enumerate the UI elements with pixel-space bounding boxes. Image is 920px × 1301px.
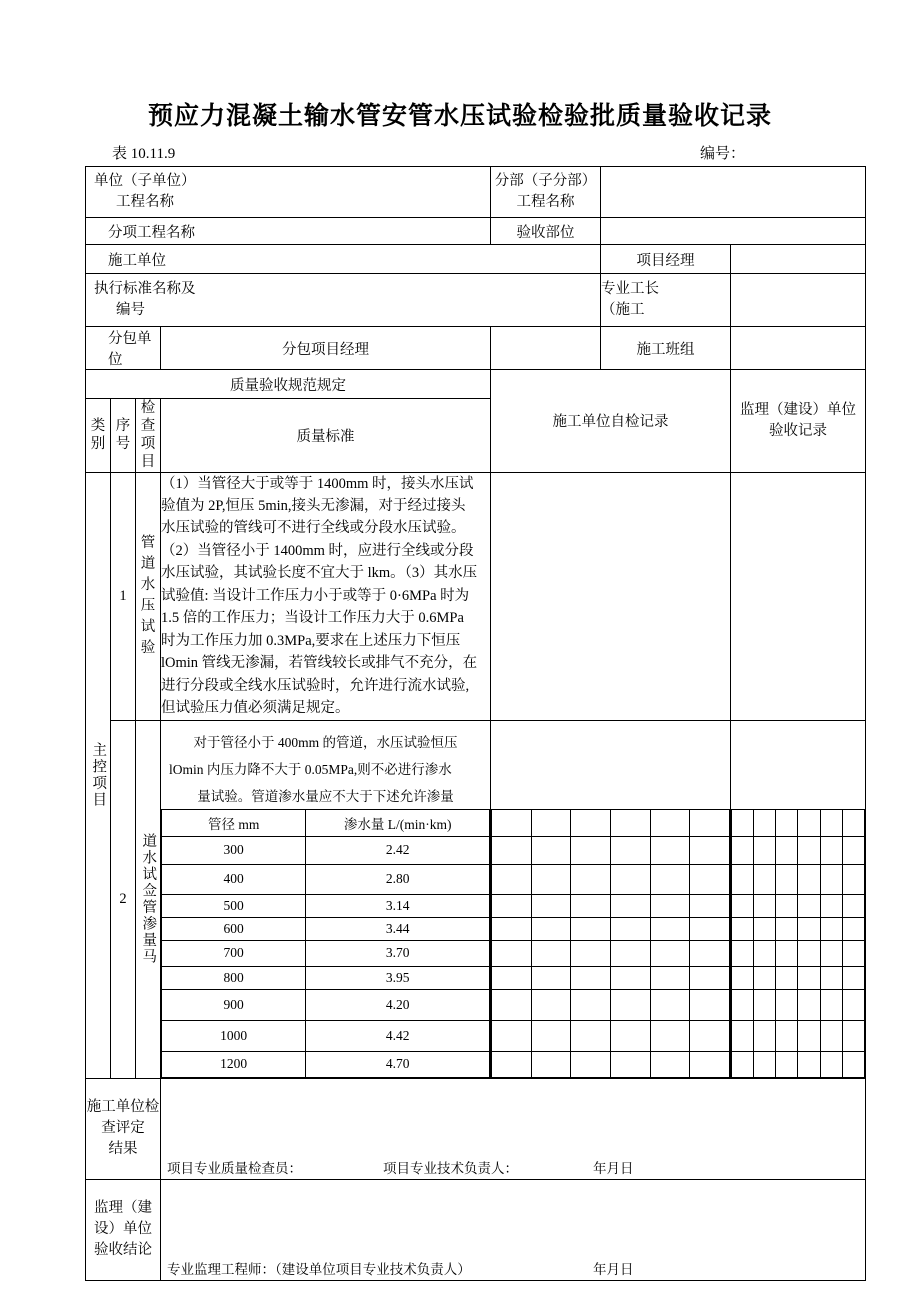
item-1-line2: 试验	[140, 619, 156, 657]
supervision-conclusion-label-line1: 监理（建设）单位	[94, 1200, 152, 1238]
grid-cell[interactable]	[492, 940, 532, 966]
supervision-record-line2: 验收记录	[769, 422, 827, 439]
grid-cell[interactable]	[690, 864, 730, 894]
grid-row[interactable]	[492, 966, 730, 989]
grid-cell[interactable]	[492, 989, 532, 1020]
std2-l1: 对于管径小于 400mm 的管道，水压试验恒压	[193, 734, 458, 750]
grid-cell[interactable]	[650, 989, 690, 1020]
cell-self-check-1[interactable]	[491, 472, 731, 720]
item-1-line1: 管道水压	[140, 535, 156, 615]
supervision-conclusion-label	[86, 1179, 161, 1280]
unit-project-line2: 工程名称	[116, 194, 174, 210]
grid-cell[interactable]	[842, 966, 864, 989]
grid-cell[interactable]	[610, 864, 650, 894]
leak-d-1000: 1000	[162, 1020, 306, 1051]
grid-cell[interactable]	[492, 864, 532, 894]
cell-standard-2	[161, 720, 491, 1078]
grid-cell[interactable]	[690, 989, 730, 1020]
cell-construction-team-label: 施工班组	[601, 327, 731, 370]
grid-cell[interactable]	[732, 966, 754, 989]
grid-row[interactable]	[732, 1051, 865, 1077]
cell-subcontract-unit-label	[86, 327, 161, 370]
grid-cell[interactable]	[820, 1020, 842, 1051]
grid-cell[interactable]	[820, 966, 842, 989]
row-standard	[86, 274, 866, 327]
leak-d-900: 900	[162, 989, 306, 1020]
grid-cell[interactable]	[776, 989, 798, 1020]
leak-v-900: 4.20	[306, 989, 490, 1020]
grid-cell[interactable]	[732, 917, 754, 940]
leak-v-400: 2.80	[306, 864, 490, 894]
grid-cell[interactable]	[842, 864, 864, 894]
grid-cell[interactable]	[650, 917, 690, 940]
grid-cell[interactable]	[531, 894, 571, 917]
self-check-record-header: 施工单位自检记录	[491, 370, 731, 473]
grid-cell[interactable]	[842, 894, 864, 917]
grid-cell[interactable]	[820, 940, 842, 966]
grid-cell[interactable]	[732, 864, 754, 894]
grid-row[interactable]	[492, 1051, 730, 1077]
cell-standard-1	[161, 472, 491, 720]
col-header-seq	[111, 399, 136, 473]
cell-acceptance-part-value[interactable]	[601, 218, 866, 245]
grid-cell[interactable]	[842, 1051, 864, 1077]
grid-cell[interactable]	[842, 989, 864, 1020]
grid-cell[interactable]	[776, 940, 798, 966]
grid-cell[interactable]	[776, 809, 798, 836]
grid-cell[interactable]	[650, 894, 690, 917]
cell-foreman-value[interactable]	[731, 274, 866, 327]
construction-unit-label: 施工单位	[108, 252, 166, 269]
table-row	[162, 1020, 490, 1051]
row-unit-project	[86, 167, 866, 218]
grid-row[interactable]	[492, 809, 730, 836]
seq-char-1: 序	[115, 418, 131, 435]
leak-d-300: 300	[162, 836, 306, 864]
grid-cell[interactable]	[732, 1020, 754, 1051]
grid-cell[interactable]	[732, 1051, 754, 1077]
table-row	[162, 894, 490, 917]
grid-cell[interactable]	[571, 940, 611, 966]
grid-cell[interactable]	[754, 864, 776, 894]
grid-cell[interactable]	[776, 864, 798, 894]
leak-v-500: 3.14	[306, 894, 490, 917]
grid-cell[interactable]	[492, 1020, 532, 1051]
row-subcontract	[86, 327, 866, 370]
grid-cell[interactable]	[650, 809, 690, 836]
std2-l2: lOmin 内压力降不大于 0.05MPa,则不必进行渗水	[169, 761, 452, 777]
quality-acceptance-table	[85, 166, 866, 1281]
leak-d-800: 800	[162, 966, 306, 989]
standard-line1: 执行标准名称及	[94, 280, 196, 297]
grid-cell[interactable]	[650, 1020, 690, 1051]
grid-row[interactable]	[732, 1020, 865, 1051]
cell-subcontract-manager-value[interactable]	[491, 327, 601, 370]
grid-cell[interactable]	[754, 809, 776, 836]
grid-cell[interactable]	[610, 966, 650, 989]
grid-cell[interactable]	[610, 894, 650, 917]
table-row-item-1	[86, 472, 866, 720]
grid-cell[interactable]	[798, 809, 820, 836]
std1-l4: （2）当管径小于 1400mm 时，应进行全线或分段	[161, 542, 474, 559]
grid-cell[interactable]	[776, 836, 798, 864]
grid-cell[interactable]	[492, 966, 532, 989]
grid-cell[interactable]	[571, 894, 611, 917]
grid-cell[interactable]	[531, 864, 571, 894]
grid-cell[interactable]	[820, 809, 842, 836]
division-line2: 工程名称	[516, 194, 575, 210]
grid-cell[interactable]	[650, 864, 690, 894]
leakage-col-value: 渗水量 L/(min·km)	[306, 809, 490, 836]
grid-cell[interactable]	[754, 940, 776, 966]
grid-cell[interactable]	[798, 1020, 820, 1051]
leak-d-1200: 1200	[162, 1051, 306, 1077]
grid-cell[interactable]	[571, 989, 611, 1020]
page-title: 预应力混凝土输水管安管水压试验检验批质量验收记录	[147, 103, 772, 130]
supervision-conclusion-label-line2: 验收结论	[94, 1242, 152, 1259]
grid-row[interactable]	[732, 917, 865, 940]
grid-cell[interactable]	[531, 809, 571, 836]
grid-cell[interactable]	[798, 966, 820, 989]
category-char-2: 别	[90, 436, 106, 453]
grid-cell[interactable]	[754, 894, 776, 917]
cell-subcontract-manager-label: 分包项目经理	[161, 327, 491, 370]
grid-cell[interactable]	[754, 966, 776, 989]
grid-cell[interactable]	[820, 989, 842, 1020]
leakage-header-row	[162, 809, 490, 836]
cell-item-2	[136, 720, 161, 1078]
supervision-engineer-label: 专业监理工程师：（建设单位项目专业技术负责人）	[167, 1261, 471, 1277]
category-label-vertical: 主控项目	[90, 742, 107, 809]
grid-row[interactable]	[492, 894, 730, 917]
grid-cell[interactable]	[820, 836, 842, 864]
cell-self-check-2[interactable]	[491, 720, 731, 1078]
foreman-line1: 专业工长	[601, 280, 659, 297]
cell-division-value[interactable]	[601, 167, 866, 218]
col-header-check-item	[136, 399, 161, 473]
leak-d-400: 400	[162, 864, 306, 894]
grid-cell[interactable]	[571, 864, 611, 894]
grid-cell[interactable]	[531, 1020, 571, 1051]
leak-v-300: 2.42	[306, 836, 490, 864]
grid-cell[interactable]	[754, 1051, 776, 1077]
grid-cell[interactable]	[754, 836, 776, 864]
grid-row[interactable]	[732, 864, 865, 894]
grid-cell[interactable]	[690, 917, 730, 940]
grid-cell[interactable]	[571, 917, 611, 940]
std1-l3: 水压试验的管线可不进行全线或分段水压试验。	[161, 520, 466, 537]
spec-group-header: 质量验收规范规定	[86, 370, 491, 399]
grid-row[interactable]	[492, 1020, 730, 1051]
grid-cell[interactable]	[690, 966, 730, 989]
cell-construction-team-value[interactable]	[731, 327, 866, 370]
grid-cell[interactable]	[754, 917, 776, 940]
leakage-col-diameter: 管径 mm	[162, 809, 306, 836]
grid-row[interactable]	[492, 836, 730, 864]
grid-cell[interactable]	[798, 836, 820, 864]
standard-line2: 编号	[116, 302, 145, 318]
table-row	[162, 989, 490, 1020]
grid-cell[interactable]	[732, 989, 754, 1020]
supervision-record-header	[731, 370, 866, 473]
grid-cell[interactable]	[690, 1020, 730, 1051]
grid-cell[interactable]	[492, 894, 532, 917]
leak-d-700: 700	[162, 940, 306, 966]
grid-cell[interactable]	[798, 1051, 820, 1077]
leak-v-700: 3.70	[306, 940, 490, 966]
grid-row[interactable]	[492, 917, 730, 940]
std1-l11: 但试验压力值必须满足规定。	[161, 700, 350, 717]
grid-cell[interactable]	[610, 809, 650, 836]
grid-row[interactable]	[732, 966, 865, 989]
supervision-grid[interactable]	[731, 809, 865, 1078]
col-header-category	[86, 399, 111, 473]
grid-row[interactable]	[492, 940, 730, 966]
grid-cell[interactable]	[754, 989, 776, 1020]
category-char-1: 类	[90, 418, 106, 435]
grid-cell[interactable]	[492, 836, 532, 864]
table-row	[162, 1051, 490, 1077]
grid-cell[interactable]	[610, 989, 650, 1020]
grid-cell[interactable]	[776, 1020, 798, 1051]
grid-cell[interactable]	[776, 966, 798, 989]
grid-cell[interactable]	[820, 917, 842, 940]
leak-v-1000: 4.42	[306, 1020, 490, 1051]
supervision-record-line1: 监理（建设）单位	[740, 401, 856, 418]
table-row	[162, 864, 490, 894]
grid-row[interactable]	[732, 894, 865, 917]
grid-cell[interactable]	[571, 809, 611, 836]
grid-cell[interactable]	[732, 836, 754, 864]
std1-l5: 水压试验，其试验长度不宜大于 lkm。（3）其水压	[161, 565, 478, 582]
table-row	[162, 836, 490, 864]
col-header-quality-standard: 质量标准	[161, 399, 491, 473]
grid-cell[interactable]	[732, 894, 754, 917]
grid-cell[interactable]	[610, 917, 650, 940]
leak-v-800: 3.95	[306, 966, 490, 989]
grid-cell[interactable]	[842, 940, 864, 966]
grid-cell[interactable]	[776, 1051, 798, 1077]
grid-cell[interactable]	[492, 809, 532, 836]
construction-date-label: 年月日	[593, 1160, 634, 1176]
check-item-line1: 检查	[140, 400, 156, 435]
grid-cell[interactable]	[776, 894, 798, 917]
subcontract-unit-label: 分包单位	[108, 331, 152, 368]
construction-result-area[interactable]	[161, 1078, 866, 1179]
std1-l7: 1.5 倍的工作压力；当设计工作压力大于 0.6MPa	[161, 610, 464, 627]
row-construction-unit	[86, 245, 866, 274]
row-supervision-conclusion	[86, 1179, 866, 1280]
table-row	[162, 966, 490, 989]
row-spec-group-header	[86, 370, 866, 399]
leak-v-1200: 4.70	[306, 1051, 490, 1077]
grid-cell[interactable]	[820, 1051, 842, 1077]
seq-char-2: 号	[115, 436, 131, 453]
table-row-item-2	[86, 720, 866, 1078]
grid-cell[interactable]	[492, 917, 532, 940]
grid-cell[interactable]	[690, 809, 730, 836]
grid-cell[interactable]	[610, 940, 650, 966]
self-check-grid[interactable]	[491, 809, 730, 1078]
table-row	[162, 940, 490, 966]
grid-cell[interactable]	[650, 940, 690, 966]
grid-cell[interactable]	[610, 836, 650, 864]
cell-supervision-1[interactable]	[731, 472, 866, 720]
row-subitem-project	[86, 218, 866, 245]
grid-cell[interactable]	[531, 966, 571, 989]
grid-cell[interactable]	[690, 940, 730, 966]
cell-project-manager-value[interactable]	[731, 245, 866, 274]
cell-acceptance-part-label: 验收部位	[491, 218, 601, 245]
grid-cell[interactable]	[690, 836, 730, 864]
leak-d-500: 500	[162, 894, 306, 917]
grid-row[interactable]	[732, 989, 865, 1020]
cell-construction-unit-label	[86, 245, 601, 274]
foreman-line2: （施工	[601, 302, 645, 318]
cell-category-main-control	[86, 472, 111, 1078]
subitem-project-label: 分项工程名称	[108, 224, 195, 241]
grid-row[interactable]	[732, 809, 865, 836]
std1-l2: 验值为 2P,恒压 5min,接头无渗漏，对于经过接头	[161, 497, 466, 514]
leak-d-600: 600	[162, 917, 306, 940]
grid-cell[interactable]	[690, 1051, 730, 1077]
construction-result-label	[86, 1078, 161, 1179]
cell-supervision-2[interactable]	[731, 720, 866, 1078]
grid-cell[interactable]	[571, 966, 611, 989]
grid-cell[interactable]	[754, 1020, 776, 1051]
cell-standard-label	[86, 274, 601, 327]
table-row	[162, 917, 490, 940]
cell-division-label	[491, 167, 601, 218]
grid-cell[interactable]	[842, 917, 864, 940]
grid-cell[interactable]	[610, 1051, 650, 1077]
std1-l10: 进行分段或全线水压试验时，允许进行流水试验,	[161, 677, 470, 694]
cell-subitem-label	[86, 218, 491, 245]
grid-cell[interactable]	[732, 809, 754, 836]
grid-row[interactable]	[732, 836, 865, 864]
grid-cell[interactable]	[842, 836, 864, 864]
grid-row[interactable]	[732, 940, 865, 966]
grid-cell[interactable]	[531, 989, 571, 1020]
grid-cell[interactable]	[571, 1051, 611, 1077]
row-construction-result	[86, 1078, 866, 1179]
serial-number-label: 编号：	[700, 146, 746, 162]
grid-cell[interactable]	[650, 1051, 690, 1077]
grid-cell[interactable]	[610, 1020, 650, 1051]
leak-v-600: 3.44	[306, 917, 490, 940]
grid-cell[interactable]	[531, 836, 571, 864]
grid-cell[interactable]	[776, 917, 798, 940]
std1-l8: 时为工作压力加 0.3MPa,要求在上述压力下恒压	[161, 632, 461, 649]
construction-leader-label: 项目专业技术负责人：	[383, 1160, 518, 1176]
grid-cell[interactable]	[650, 836, 690, 864]
grid-cell[interactable]	[798, 989, 820, 1020]
leakage-data-table	[161, 809, 490, 1078]
grid-cell[interactable]	[531, 940, 571, 966]
form-number: 表 10.11.9	[112, 146, 176, 162]
std1-l9: lOmin 管线无渗漏，若管线较长或排气不充分，在	[161, 655, 478, 672]
grid-cell[interactable]	[571, 836, 611, 864]
grid-row[interactable]	[492, 989, 730, 1020]
grid-cell[interactable]	[798, 940, 820, 966]
grid-cell[interactable]	[798, 917, 820, 940]
construction-result-label-line1: 施工单位检查评定	[86, 1099, 160, 1137]
check-item-line2: 项目	[140, 436, 156, 471]
construction-result-label-line2: 结果	[108, 1141, 138, 1158]
grid-cell[interactable]	[732, 940, 754, 966]
cell-seq-2: 2	[111, 720, 136, 1078]
supervision-conclusion-area[interactable]	[161, 1179, 866, 1280]
grid-cell[interactable]	[842, 1020, 864, 1051]
grid-cell[interactable]	[820, 864, 842, 894]
grid-cell[interactable]	[571, 1020, 611, 1051]
cell-project-manager-label: 项目经理	[601, 245, 731, 274]
item-2-label-vertical: 道水试佥管渗量马	[140, 833, 157, 966]
std1-l1: （1）当管径大于或等于 1400mm 时，接头水压试	[161, 475, 474, 492]
grid-row[interactable]	[492, 864, 730, 894]
grid-cell[interactable]	[798, 864, 820, 894]
grid-cell[interactable]	[492, 1051, 532, 1077]
supervision-date-label: 年月日	[593, 1261, 634, 1277]
grid-cell[interactable]	[690, 894, 730, 917]
grid-cell[interactable]	[531, 1051, 571, 1077]
standard-2-paragraph	[161, 721, 490, 809]
grid-cell[interactable]	[798, 894, 820, 917]
cell-unit-project-label	[86, 167, 491, 218]
cell-item-1	[136, 472, 161, 720]
std1-l6: 试验值: 当设计工作压力小于或等于 0·6MPa 时为	[161, 587, 470, 604]
cell-seq-1: 1	[111, 472, 136, 720]
grid-cell[interactable]	[531, 917, 571, 940]
std2-l3: 量试验。管道渗水量应不大于下述允许渗量	[197, 788, 454, 804]
grid-cell[interactable]	[842, 809, 864, 836]
grid-cell[interactable]	[820, 894, 842, 917]
cell-foreman-label	[601, 274, 731, 327]
division-line1: 分部（子分部）	[494, 172, 597, 189]
unit-project-line1: 单位（子单位）	[94, 172, 196, 189]
grid-cell[interactable]	[650, 966, 690, 989]
construction-inspector-label: 项目专业质量检查员：	[167, 1160, 302, 1176]
